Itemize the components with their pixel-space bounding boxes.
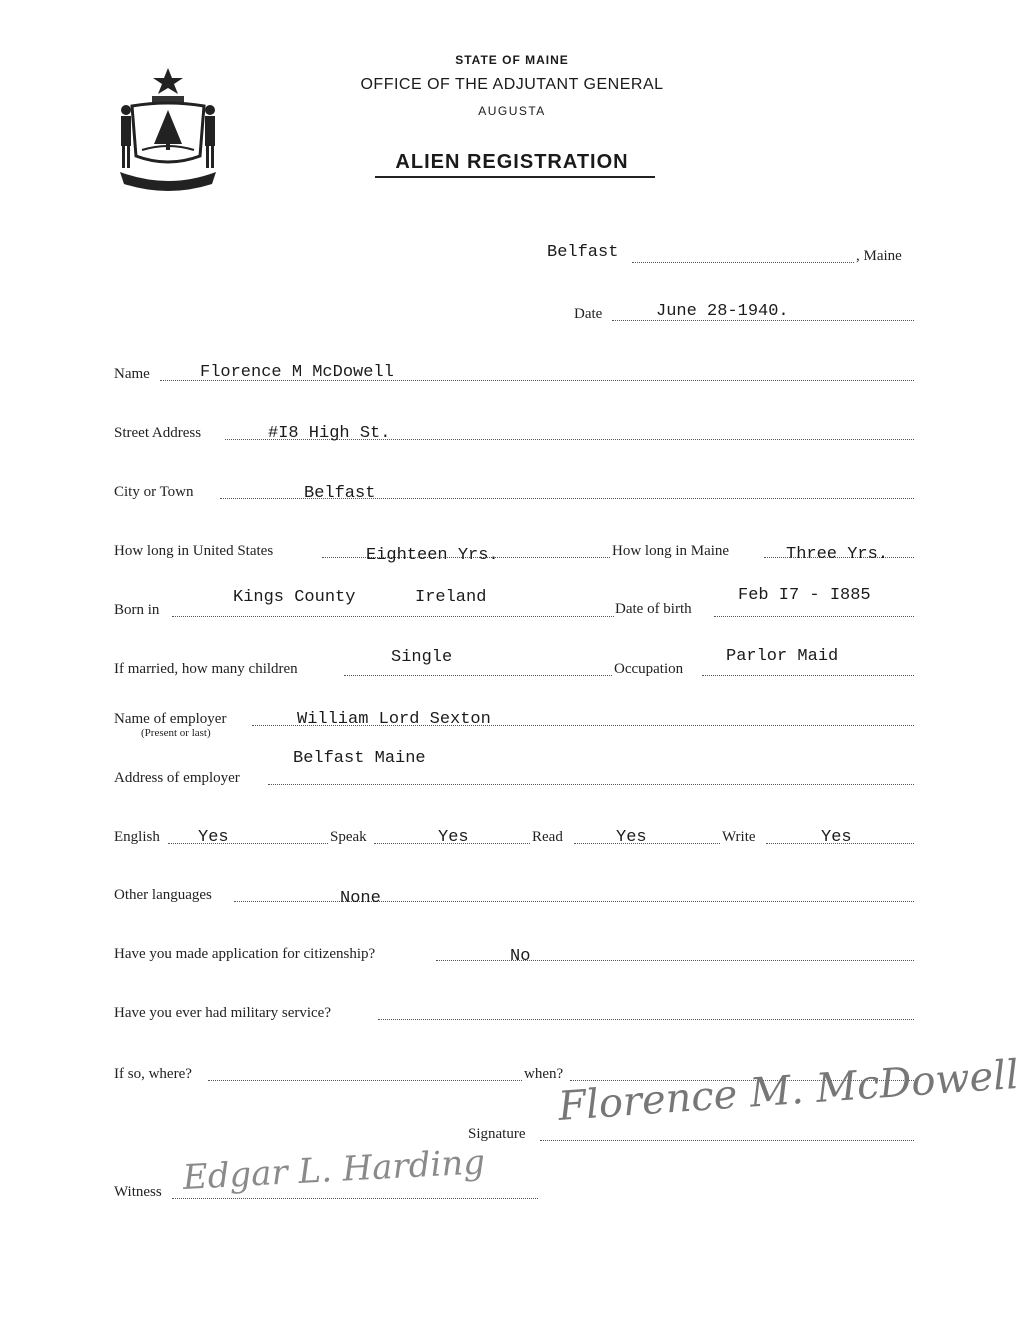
how-long-us-label: How long in United States (114, 543, 274, 559)
citizenship-value: No (510, 947, 531, 966)
occupation-label: Occupation (614, 661, 684, 677)
witness-label: Witness (114, 1184, 162, 1200)
how-long-us-value: Eighteen Yrs. (366, 546, 499, 565)
date-of-birth-value: Feb I7 - I885 (738, 586, 871, 605)
other-languages-value: None (340, 889, 381, 908)
witness-handwriting: Edgar L. Harding (181, 1142, 486, 1198)
speak-label: Speak (330, 829, 367, 845)
how-long-maine-value: Three Yrs. (786, 545, 889, 564)
read-line (574, 843, 720, 844)
other-languages-label: Other languages (114, 887, 212, 903)
read-label: Read (532, 829, 563, 845)
location-line (632, 262, 854, 263)
date-of-birth-line (714, 616, 914, 617)
header-office: OFFICE OF THE ADJUTANT GENERAL (360, 76, 664, 93)
english-label: English (114, 829, 160, 845)
street-value: #I8 High St. (268, 424, 391, 443)
signature-handwriting: Florence M. McDowell (556, 1051, 1021, 1130)
date-value: June 28-1940. (656, 302, 789, 321)
children-value: Single (391, 648, 453, 667)
employer-sublabel: (Present or last) (141, 727, 211, 739)
other-languages-line (234, 901, 914, 902)
employer-value: William Lord Sexton (297, 710, 491, 729)
signature-label: Signature (468, 1126, 526, 1142)
form-title: ALIEN REGISTRATION (395, 151, 629, 173)
children-label: If married, how many children (114, 661, 298, 677)
when-label: when? (524, 1066, 564, 1082)
citizenship-label: Have you made application for citizenship? (114, 946, 376, 962)
name-label: Name (114, 366, 150, 382)
read-value: Yes (616, 828, 647, 847)
date-label: Date (574, 306, 603, 322)
header-state: STATE OF MAINE (455, 53, 569, 67)
military-line (378, 1019, 914, 1020)
name-value: Florence M McDowell (200, 363, 394, 382)
location-value: Belfast (547, 243, 619, 262)
english-value: Yes (198, 828, 229, 847)
occupation-line (702, 675, 914, 676)
citizenship-line (436, 960, 914, 961)
english-line (168, 843, 328, 844)
witness-line (172, 1198, 538, 1199)
write-label: Write (722, 829, 756, 845)
seal-banner-text: MAINE (153, 172, 183, 182)
location-suffix: , Maine (856, 248, 902, 264)
city-value: Belfast (304, 484, 376, 503)
military-label: Have you ever had military service? (114, 1005, 331, 1021)
children-line (344, 675, 612, 676)
how-long-maine-label: How long in Maine (612, 543, 730, 559)
date-of-birth-label: Date of birth (615, 601, 692, 617)
signature-line (540, 1140, 914, 1141)
speak-value: Yes (438, 828, 469, 847)
employer-label: Name of employer (114, 711, 227, 727)
city-label: City or Town (114, 484, 194, 500)
born-in-line (172, 616, 614, 617)
if-so-where-label: If so, where? (114, 1066, 192, 1082)
header-city: AUGUSTA (478, 104, 546, 118)
street-label: Street Address (114, 425, 202, 441)
employer-address-value: Belfast Maine (293, 749, 426, 768)
born-in-value-country: Ireland (415, 588, 487, 607)
employer-address-label: Address of employer (114, 770, 240, 786)
employer-address-line (268, 784, 914, 785)
born-in-value-county: Kings County (233, 588, 356, 607)
title-underline (375, 176, 655, 178)
occupation-value: Parlor Maid (726, 647, 839, 666)
if-so-where-line (208, 1080, 522, 1081)
write-value: Yes (821, 828, 852, 847)
born-in-label: Born in (114, 602, 160, 618)
